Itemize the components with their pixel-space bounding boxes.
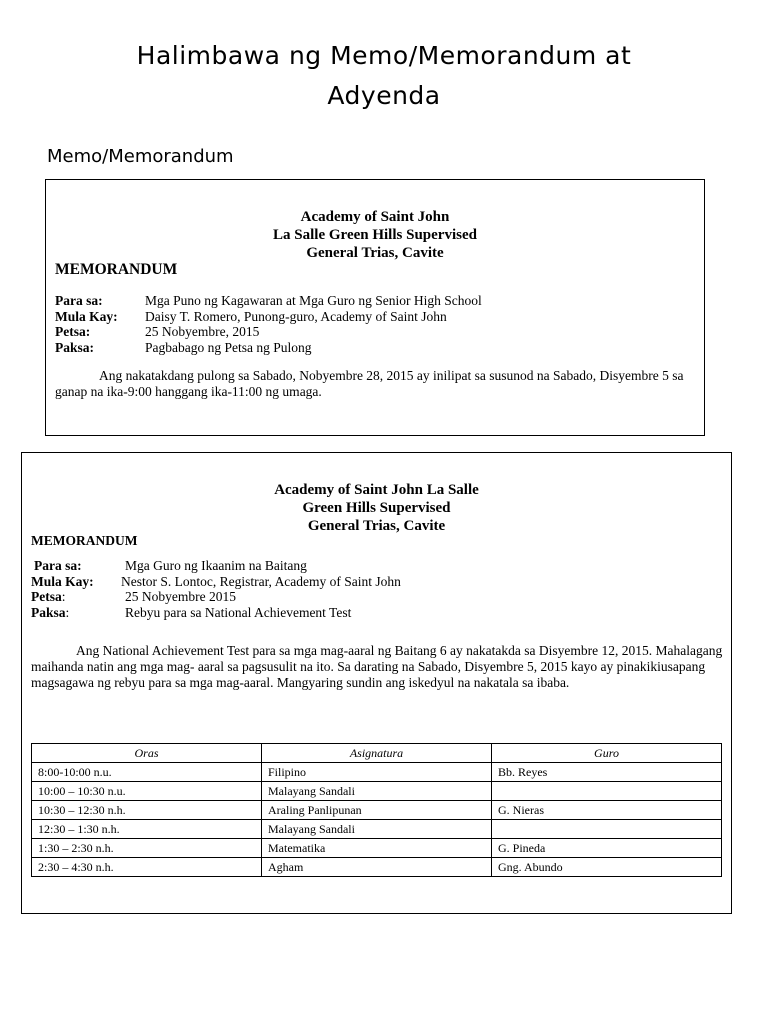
cell-asignatura: Malayang Sandali xyxy=(262,820,492,839)
memorandum-label: MEMORANDUM xyxy=(55,261,178,278)
field-colon: : xyxy=(61,589,66,604)
field-key: Mula Kay: xyxy=(55,308,118,324)
table-row xyxy=(32,820,722,839)
cell-asignatura: Malayang Sandali xyxy=(262,782,492,801)
field-key: Paksa: xyxy=(55,339,95,355)
page-title-line-2: Adyenda xyxy=(327,81,441,110)
cell-guro: Gng. Abundo xyxy=(492,858,722,877)
table-row xyxy=(32,858,722,877)
table-row xyxy=(32,782,722,801)
field-key-wrap xyxy=(31,605,69,621)
field-key: Mula Kay: xyxy=(31,573,94,589)
cell-asignatura: Araling Panlipunan xyxy=(262,801,492,820)
field-key: Para sa: xyxy=(55,293,103,308)
school-line: General Trias, Cavite xyxy=(307,518,446,534)
schedule-table xyxy=(31,743,722,877)
field-key: Petsa: xyxy=(55,324,91,339)
cell-oras: 10:00 – 10:30 n.u. xyxy=(32,782,262,801)
memo-body-text: Ang National Achievement Test para sa mga mag-aaral ng Baitang 6 ay nakatakda sa Disyembre 12, 2015. Mahalagang maihanda natin ang mga mag- aaral sa pagsusulit na ito. Sa darating na Sabado, Disyembre 5, 2015 kayo ay pinakikiusapang magsagawa ng rebyu para sa mga mag-aaral. Mangyaring sundin ang iskedyul na nakatala sa ibaba. xyxy=(31,643,723,690)
column-header-oras: Oras xyxy=(32,744,262,763)
cell-guro: G. Pineda xyxy=(492,839,722,858)
school-line: Green Hills Supervised xyxy=(302,500,451,516)
cell-guro xyxy=(492,782,722,801)
table-row xyxy=(32,839,722,858)
page-title xyxy=(0,36,768,116)
field-value: Mga Guro ng Ikaanim na Baitang xyxy=(125,558,307,573)
memo-body xyxy=(55,368,695,400)
cell-guro: G. Nieras xyxy=(492,801,722,820)
field-value: Daisy T. Romero, Punong-guro, Academy of Saint John xyxy=(145,308,447,324)
field-key: Para sa: xyxy=(34,558,82,573)
table-row xyxy=(32,801,722,820)
cell-oras: 10:30 – 12:30 n.h. xyxy=(32,801,262,820)
column-header-guro: Guro xyxy=(492,744,722,763)
field-value: Mga Puno ng Kagawaran at Mga Guro ng Senior High School xyxy=(145,293,482,308)
field-value: Nestor S. Lontoc, Registrar, Academy of Saint John xyxy=(121,573,401,589)
table-row xyxy=(32,763,722,782)
cell-asignatura: Matematika xyxy=(262,839,492,858)
field-key: Paksa xyxy=(31,604,66,620)
cell-guro xyxy=(492,820,722,839)
field-value: 25 Nobyembre 2015 xyxy=(125,589,236,604)
school-header xyxy=(22,481,731,535)
field-value: Rebyu para sa National Achievement Test xyxy=(125,604,352,620)
memo-body xyxy=(31,643,731,691)
cell-oras: 2:30 – 4:30 n.h. xyxy=(32,858,262,877)
field-key: Petsa xyxy=(31,589,62,604)
cell-oras: 12:30 – 1:30 n.h. xyxy=(32,820,262,839)
page-title-line-1: Halimbawa ng Memo/Memorandum at xyxy=(136,41,632,70)
cell-guro: Bb. Reyes xyxy=(492,763,722,782)
field-value: Pagbabago ng Petsa ng Pulong xyxy=(145,339,312,355)
field-value: 25 Nobyembre, 2015 xyxy=(145,324,260,339)
school-header xyxy=(46,208,704,262)
cell-oras: 1:30 – 2:30 n.h. xyxy=(32,839,262,858)
field-key-wrap xyxy=(31,589,66,605)
memo-body-text: Ang nakatakdang pulong sa Sabado, Nobyembre 28, 2015 ay inilipat sa susunod na Sabado, Disyembre 5 sa ganap na ika-9:00 hanggang ika-11:00 ng umaga. xyxy=(55,368,684,399)
memorandum-label: MEMORANDUM xyxy=(31,533,138,548)
memo-box-1 xyxy=(45,179,705,436)
school-line: La Salle Green Hills Supervised xyxy=(273,227,477,243)
school-line: Academy of Saint John xyxy=(300,209,450,225)
column-header-asignatura: Asignatura xyxy=(262,744,492,763)
school-line: Academy of Saint John La Salle xyxy=(274,482,479,498)
memo-box-2 xyxy=(21,452,732,914)
field-colon: : xyxy=(65,604,70,620)
cell-asignatura: Filipino xyxy=(262,763,492,782)
section-heading: Memo/Memorandum xyxy=(47,146,234,167)
cell-oras: 8:00-10:00 n.u. xyxy=(32,763,262,782)
school-line: General Trias, Cavite xyxy=(306,245,444,261)
table-header-row xyxy=(32,744,722,763)
cell-asignatura: Agham xyxy=(262,858,492,877)
